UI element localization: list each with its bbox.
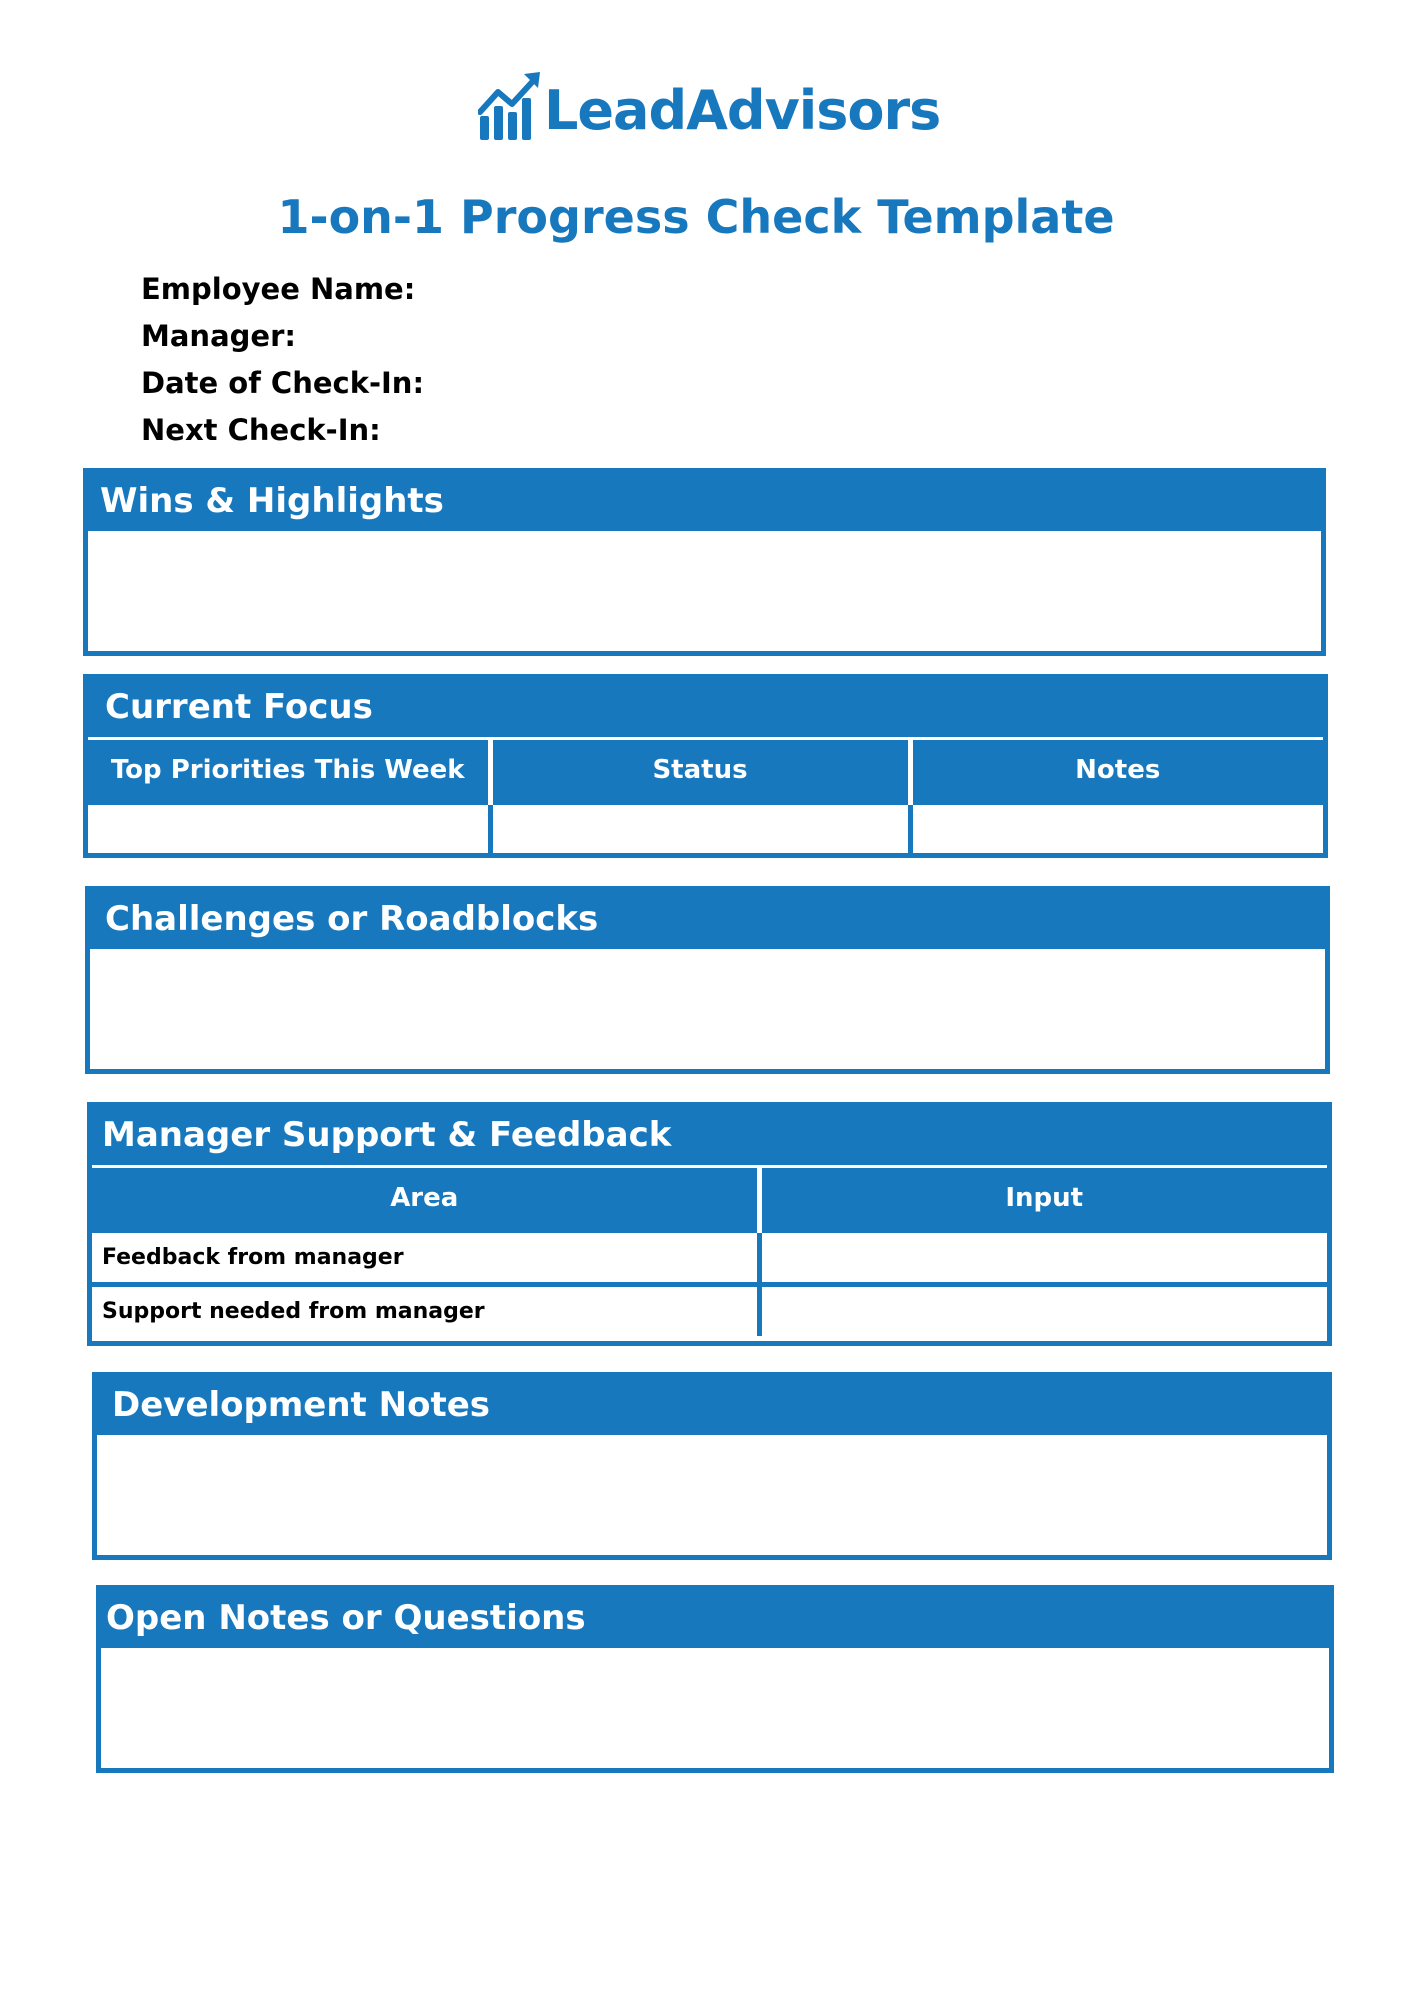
table-row <box>92 1285 1327 1337</box>
challenges-section <box>85 886 1330 1074</box>
development-notes-section <box>92 1372 1332 1560</box>
development-notes-input-area[interactable] <box>97 1435 1327 1550</box>
brand-name: LeadAdvisors <box>544 79 941 142</box>
page-title: 1-on-1 Progress Check Template <box>277 190 1115 244</box>
column-header-area: Area <box>92 1168 759 1231</box>
header-fields <box>141 266 424 454</box>
column-header-status: Status <box>490 740 910 803</box>
manager-support-table <box>92 1168 1327 1336</box>
manager-support-section <box>87 1102 1332 1346</box>
current-focus-table <box>88 740 1323 854</box>
manager-support-title: Manager Support & Feedback <box>92 1107 1327 1165</box>
row-label-support: Support needed from manager <box>92 1285 759 1337</box>
status-cell[interactable] <box>490 803 910 855</box>
priorities-cell[interactable] <box>88 803 490 855</box>
open-notes-title: Open Notes or Questions <box>101 1590 1329 1648</box>
column-header-input: Input <box>759 1168 1327 1231</box>
employee-name-label: Employee Name: <box>141 272 416 306</box>
challenges-input-area[interactable] <box>90 949 1325 1064</box>
row-label-feedback: Feedback from manager <box>92 1231 759 1285</box>
support-input-cell[interactable] <box>759 1285 1327 1337</box>
bar-chart-arrow-icon <box>478 72 542 142</box>
column-header-notes: Notes <box>910 740 1323 803</box>
column-header-priorities: Top Priorities This Week <box>88 740 490 803</box>
feedback-input-cell[interactable] <box>759 1231 1327 1285</box>
brand-logo <box>478 62 940 142</box>
wins-highlights-section <box>83 468 1326 656</box>
challenges-title: Challenges or Roadblocks <box>90 891 1325 949</box>
open-notes-section <box>96 1585 1334 1773</box>
manager-label: Manager: <box>141 319 296 353</box>
current-focus-title: Current Focus <box>88 679 1323 737</box>
notes-cell[interactable] <box>910 803 1323 855</box>
wins-highlights-title: Wins & Highlights <box>88 473 1321 531</box>
open-notes-input-area[interactable] <box>101 1648 1329 1763</box>
current-focus-section <box>83 674 1328 858</box>
date-of-check-in-label: Date of Check-In: <box>141 366 425 400</box>
wins-highlights-input-area[interactable] <box>88 531 1321 646</box>
table-row <box>92 1231 1327 1285</box>
next-check-in-label: Next Check-In: <box>141 413 381 447</box>
development-notes-title: Development Notes <box>97 1377 1327 1435</box>
